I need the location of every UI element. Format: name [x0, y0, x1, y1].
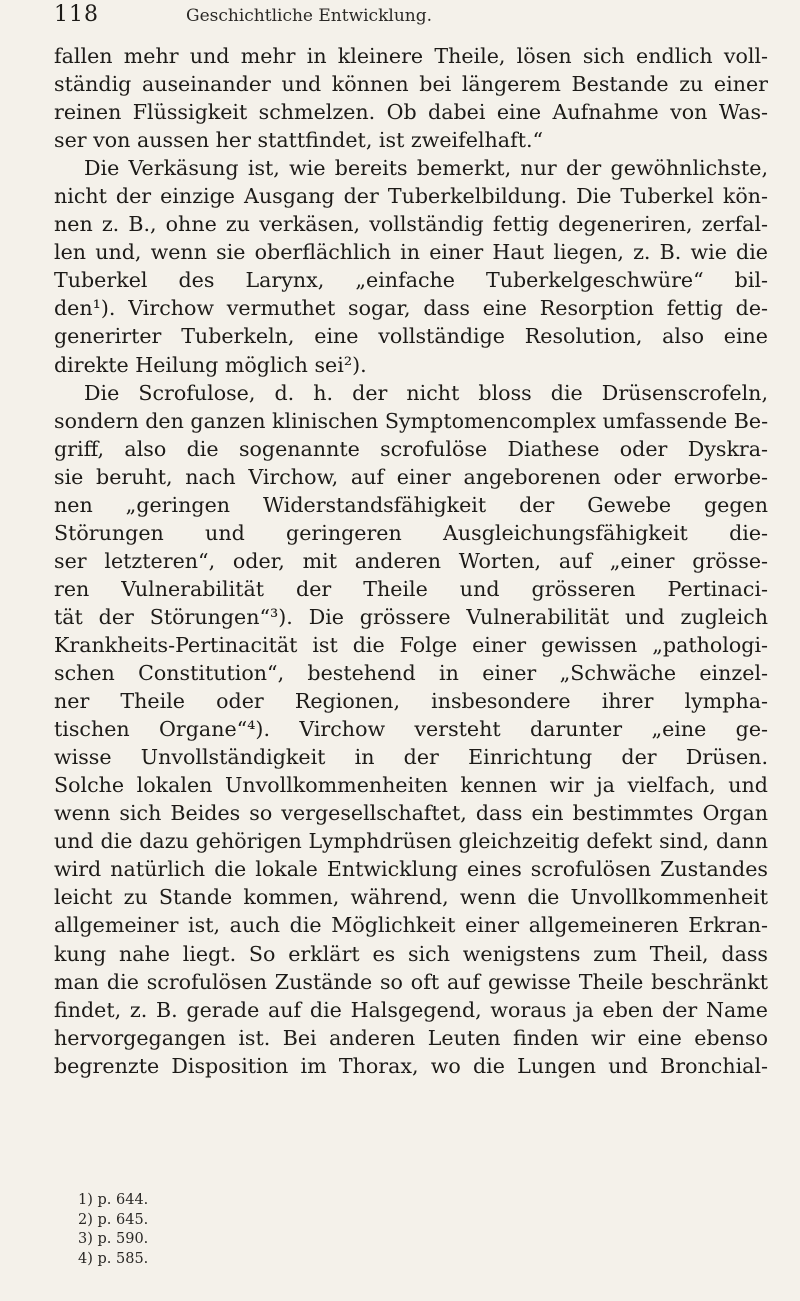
text-line: begrenzte Disposition im Thorax, wo die Lungen und Bronchial-: [54, 1053, 768, 1078]
running-title: Geschichtliche Entwicklung.: [186, 6, 433, 26]
footnote: 1) p. 644.: [78, 1192, 149, 1208]
text-line: man die scrofulösen Zustände so oft auf gewisse Theile beschränkt: [54, 969, 768, 994]
text-line: tischen Organe“⁴). Virchow versteht darunter „eine ge-: [54, 717, 768, 742]
text-line: ser von aussen her stattfindet, ist zweifelhaft.“: [54, 128, 544, 153]
text-line: ren Vulnerabilität der Theile und grösseren Pertinaci-: [54, 576, 768, 601]
text-line: ser letzteren“, oder, mit anderen Worten, auf „einer grösse-: [54, 548, 768, 573]
text-line: ner Theile oder Regionen, insbesondere ihrer lympha-: [54, 689, 768, 714]
footnotes: [78, 1191, 278, 1269]
text-line: schen Constitution“, bestehend in einer „Schwäche einzel-: [54, 661, 768, 686]
text-line: Die Verkäsung ist, wie bereits bemerkt, nur der gewöhnlichste,: [84, 156, 768, 181]
text-line: generirter Tuberkeln, eine vollständige Resolution, also eine: [54, 324, 768, 349]
text-line: Tuberkel des Larynx, „einfache Tuberkelgeschwüre“ bil-: [54, 268, 768, 293]
text-line: ständig auseinander und können bei längerem Bestande zu einer: [54, 72, 768, 97]
text-line: wenn sich Beides so vergesellschaftet, dass ein bestimmtes Organ: [54, 801, 768, 826]
text-line: findet, z. B. gerade auf die Halsgegend, woraus ja eben der Name: [54, 997, 768, 1022]
footnote: 4) p. 585.: [78, 1250, 149, 1267]
text-line: hervorgegangen ist. Bei anderen Leuten finden wir eine ebenso: [54, 1025, 768, 1050]
text-line: reinen Flüssigkeit schmelzen. Ob dabei eine Aufnahme von Was-: [54, 100, 768, 125]
page-number: 118: [54, 2, 99, 27]
body-text: [54, 42, 768, 1080]
footnote: 3) p. 590.: [78, 1231, 149, 1247]
page-header: [54, 2, 754, 32]
text-line: Die Scrofulose, d. h. der nicht bloss die Drüsenscrofeln,: [84, 380, 768, 405]
text-line: griff, also die sogenannte scrofulöse Diathese oder Dyskra-: [54, 436, 768, 461]
text-line: Störungen und geringeren Ausgleichungsfähigkeit die-: [54, 520, 768, 545]
text-line: sie beruht, nach Virchow, auf einer angeborenen oder erworbe-: [54, 464, 768, 489]
text-line: allgemeiner ist, auch die Möglichkeit einer allgemeineren Erkran-: [54, 913, 768, 938]
text-line: direkte Heilung möglich sei²).: [54, 352, 367, 377]
text-line: tät der Störungen“³). Die grössere Vulnerabilität und zugleich: [54, 604, 768, 629]
text-line: fallen mehr und mehr in kleinere Theile, lösen sich endlich voll-: [54, 44, 768, 68]
text-line: len und, wenn sie oberflächlich in einer Haut liegen, z. B. wie die: [54, 240, 768, 265]
text-line: kung nahe liegt. So erklärt es sich wenigstens zum Theil, dass: [54, 941, 768, 966]
text-line: Solche lokalen Unvollkommenheiten kennen wir ja vielfach, und: [54, 773, 768, 798]
text-line: wird natürlich die lokale Entwicklung eines scrofulösen Zustandes: [54, 857, 768, 882]
text-line: und die dazu gehörigen Lymphdrüsen gleichzeitig defekt sind, dann: [54, 829, 768, 854]
text-line: wisse Unvollständigkeit in der Einrichtung der Drüsen.: [54, 745, 768, 770]
text-line: Krankheits-Pertinacität ist die Folge einer gewissen „pathologi-: [54, 632, 768, 657]
text-line: nen „geringen Widerstandsfähigkeit der Gewebe gegen: [54, 492, 768, 517]
text-line: nen z. B., ohne zu verkäsen, vollständig fettig degeneriren, zerfal-: [54, 212, 768, 237]
text-line: sondern den ganzen klinischen Symptomencomplex umfassende Be-: [54, 408, 768, 433]
text-line: leicht zu Stande kommen, während, wenn die Unvollkommenheit: [54, 885, 768, 910]
text-line: nicht der einzige Ausgang der Tuberkelbildung. Die Tuberkel kön-: [54, 184, 768, 209]
text-line: den¹). Virchow vermuthet sogar, dass eine Resorption fettig de-: [54, 296, 768, 321]
footnote: 2) p. 645.: [78, 1211, 149, 1228]
